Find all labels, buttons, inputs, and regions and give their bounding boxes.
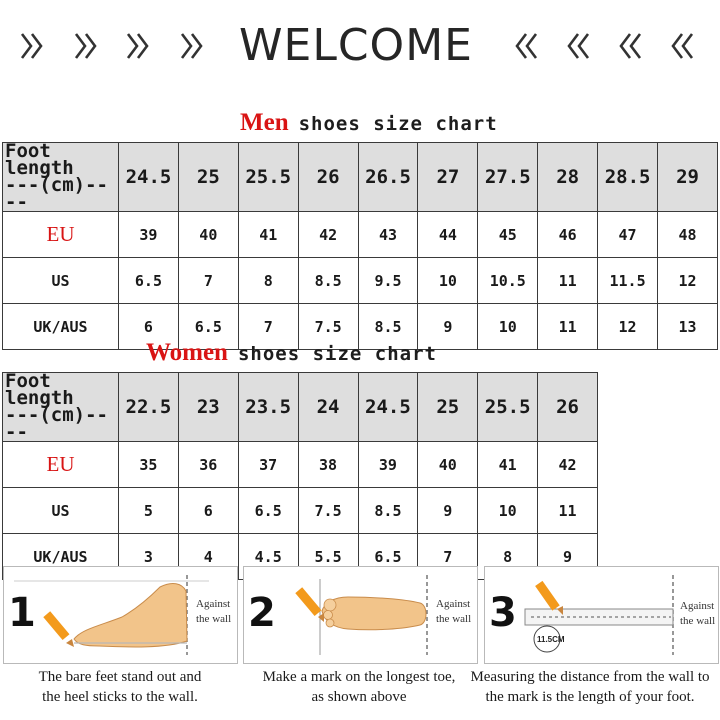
table-cell: 6.5 [178,304,238,350]
caption-line: the heel sticks to the wall. [42,689,198,705]
table-cell: 41 [478,442,538,488]
table-row [3,143,718,212]
step-2-panel [243,566,478,664]
wall-label-line: the wall [196,613,232,625]
page-title: WELCOME [239,20,473,71]
chevron-right-icon [72,26,100,66]
table-cell: 38 [298,442,358,488]
men-size-table [2,142,718,350]
row-label-us: US [3,258,119,304]
table-cell: 42 [298,212,358,258]
foot-length-header [3,370,119,443]
table-cell: 7 [238,304,298,350]
chevron-left-icon [564,26,592,66]
table-cell: 9 [418,304,478,350]
men-chart-subtitle: shoes size chart [298,113,498,135]
table-cell: 27.5 [478,143,538,212]
chevron-left-icon [512,26,540,66]
table-row [3,212,718,258]
chevron-right-icon [18,26,46,66]
table-cell: 5 [119,488,179,534]
table-cell: 9 [418,488,478,534]
table-cell: 10 [478,304,538,350]
women-gender-label: Women [146,339,228,366]
table-cell: 42 [538,442,598,488]
step-number: 2 [248,590,276,636]
table-cell: 8.5 [358,488,418,534]
table-cell: 10 [418,258,478,304]
table-cell: 8.5 [298,258,358,304]
women-chart-subtitle: shoes size chart [237,343,437,365]
table-cell: 47 [598,212,658,258]
table-cell: 25 [178,143,238,212]
header-label-line: Foot length [5,140,74,179]
wall-label-line: the wall [680,615,716,627]
row-label-eu: EU [3,442,119,488]
row-label-eu: EU [3,212,119,258]
table-cell: 11 [538,304,598,350]
row-label-uk-aus: UK/AUS [3,534,119,580]
women-size-chart [0,330,720,566]
chevron-right-icon [178,26,206,66]
table-cell: 7 [418,534,478,580]
women-size-table [2,372,598,580]
table-cell: 4 [178,534,238,580]
table-row [3,442,598,488]
caption-line: the mark is the length of your foot. [485,689,695,705]
table-cell: 40 [418,442,478,488]
women-chart-title [146,338,437,370]
step-1-panel [3,566,238,664]
table-cell: 43 [358,212,418,258]
table-cell: 25 [418,373,478,442]
table-cell: 35 [119,442,179,488]
table-cell: 10.5 [478,258,538,304]
table-cell: 8 [238,258,298,304]
row-label-us: US [3,488,119,534]
table-cell: 26 [538,373,598,442]
welcome-banner [0,0,720,92]
table-cell: 7.5 [298,488,358,534]
men-gender-label: Men [240,109,289,136]
table-cell: 23.5 [238,373,298,442]
table-cell: 46 [538,212,598,258]
table-cell: 6.5 [238,488,298,534]
wall-label-line: Against [680,600,715,612]
table-row [3,258,718,304]
table-cell: 39 [119,212,179,258]
table-cell: 12 [658,258,718,304]
table-cell: 13 [658,304,718,350]
step-3-caption [460,667,720,707]
table-cell: 6 [178,488,238,534]
table-cell: 6.5 [358,534,418,580]
table-cell: 23 [178,373,238,442]
measure-label: 11.5CM [537,635,565,644]
table-cell: 41 [238,212,298,258]
men-chart-title [240,108,498,140]
table-cell: 28.5 [598,143,658,212]
table-cell: 36 [178,442,238,488]
caption-line: Measuring the distance from the wall to [470,669,710,685]
table-cell: 9.5 [358,258,418,304]
table-cell: 7.5 [298,304,358,350]
table-cell: 26.5 [358,143,418,212]
table-cell: 40 [178,212,238,258]
caption-line: Make a mark on the longest toe, [262,669,456,685]
table-cell: 4.5 [238,534,298,580]
table-cell: 25.5 [238,143,298,212]
wall-label [196,597,231,627]
table-cell: 26 [298,143,358,212]
step-number: 3 [489,590,517,636]
table-cell: 11 [538,258,598,304]
table-cell: 45 [478,212,538,258]
wall-label-line: Against [196,598,231,610]
table-cell: 24.5 [119,143,179,212]
table-cell: 8 [478,534,538,580]
table-row [3,488,598,534]
table-cell: 3 [119,534,179,580]
table-cell: 12 [598,304,658,350]
table-cell: 7 [178,258,238,304]
table-cell: 22.5 [119,373,179,442]
table-cell: 44 [418,212,478,258]
caption-line: as shown above [311,689,407,705]
table-cell: 37 [238,442,298,488]
table-cell: 8.5 [358,304,418,350]
men-size-chart [0,100,720,336]
step-1-caption [10,667,230,707]
wall-label [436,597,471,627]
step-number: 1 [8,590,36,636]
table-cell: 6.5 [119,258,179,304]
header-label-line: Foot length [5,370,74,409]
table-cell: 11.5 [598,258,658,304]
table-cell: 28 [538,143,598,212]
table-cell: 24 [298,373,358,442]
table-cell: 6 [119,304,179,350]
table-cell: 25.5 [478,373,538,442]
table-cell: 9 [538,534,598,580]
table-cell: 29 [658,143,718,212]
row-label-uk-aus: UK/AUS [3,304,119,350]
measuring-steps [0,560,720,720]
table-cell: 48 [658,212,718,258]
chevron-left-icon [668,26,696,66]
table-cell: 11 [538,488,598,534]
step-3-panel [484,566,719,664]
chevron-left-icon [616,26,644,66]
table-cell: 39 [358,442,418,488]
wall-label-line: Against [436,598,471,610]
wall-label-line: the wall [436,613,472,625]
chevron-right-icon [124,26,152,66]
table-row [3,373,598,442]
pencil-icon [43,611,74,647]
foot-length-header [3,140,119,213]
wall-label [680,599,715,629]
step-2-caption [246,667,472,707]
header-label-line: ---(cm)---- [5,174,108,213]
caption-line: The bare feet stand out and [38,669,202,685]
table-cell: 5.5 [298,534,358,580]
table-cell: 27 [418,143,478,212]
table-cell: 10 [478,488,538,534]
table-cell: 24.5 [358,373,418,442]
header-label-line: ---(cm)---- [5,404,108,443]
